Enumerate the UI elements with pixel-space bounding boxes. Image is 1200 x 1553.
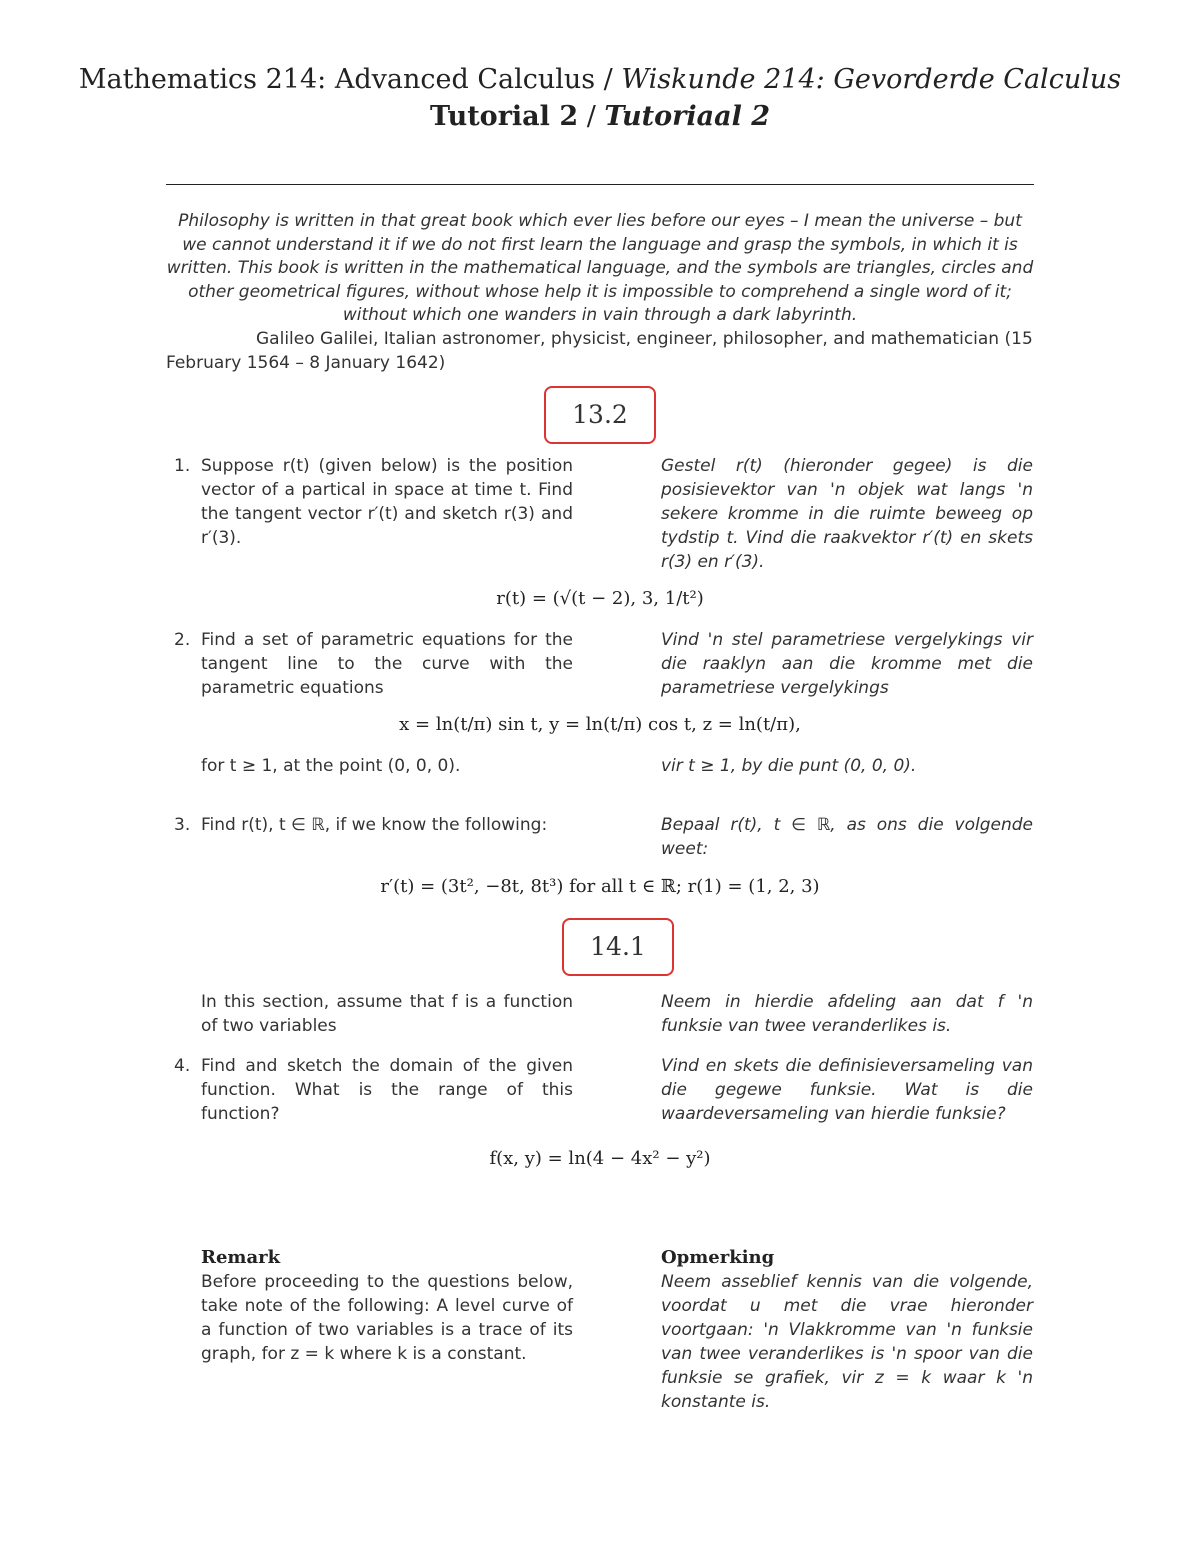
question-3-english: Find r(t), t ∈ ℝ, if we know the following: xyxy=(201,815,548,835)
section-intro-english: In this section, assume that f is a function of two variables xyxy=(201,992,573,1036)
header-divider xyxy=(166,184,1034,185)
question-3-equation: r′(t) = (3t², −8t, 8t³) for all t ∈ ℝ; r(1) = (1, 2, 3) xyxy=(380,876,820,897)
question-4-number: 4. xyxy=(174,1056,191,1076)
galileo-quote: Philosophy is written in that great book which ever lies before our eyes – I mean the universe – but we cannot understand it if we do not first learn the language and grasp the symbols, in which it is written. This book is written in the mathematical language, and the symbols are triangles, circles and other geometrical figures, without whose help it is impossible to comprehend a single word of it; without which one wanders in vain through a dark labyrinth. xyxy=(166,211,1034,325)
remark-text: Before proceeding to the questions below, take note of the following: A level curve of a function of two variables is a trace of its graph, for z = k where k is a constant. xyxy=(201,1272,573,1364)
quote-attribution: Galileo Galilei, Italian astronomer, physicist, engineer, philosopher, and mathematician (15 February 1564 – 8 January 1642) xyxy=(166,329,1033,373)
question-2-condition-afrikaans: vir t ≥ 1, by die punt (0, 0, 0). xyxy=(661,756,917,776)
question-3-afrikaans: Bepaal r(t), t ∈ ℝ, as ons die volgende weet: xyxy=(661,815,1033,859)
question-1-equation: r(t) = (√(t − 2), 3, 1/t²) xyxy=(496,588,704,609)
tutorial-title-english: Tutorial 2 xyxy=(429,101,579,132)
question-2-english: Find a set of parametric equations for the tangent line to the curve with the parametric equations xyxy=(201,630,573,698)
course-title-english: Mathematics 214: Advanced Calculus / xyxy=(78,64,622,95)
opmerking-title: Opmerking xyxy=(661,1247,775,1268)
remark-afrikaans xyxy=(661,1246,1033,1414)
remark-english xyxy=(201,1246,573,1366)
course-title xyxy=(0,64,1200,95)
question-1-english: Suppose r(t) (given below) is the position vector of a partical in space at time t. Find the tangent vector r′(t) and sketch r(3) and r′(3). xyxy=(201,456,573,548)
opmerking-text: Neem asseblief kennis van die volgende, voordat u met die vrae hieronder voortgaan: 'n Vlakkromme van 'n funksie van twee veranderlikes is 'n spoor van die funksie se grafiek, vir z = k waar k 'n konstante is. xyxy=(661,1272,1033,1412)
section-box-13-2: 13.2 xyxy=(544,386,656,444)
question-2-afrikaans: Vind 'n stel parametriese vergelykings vir die raaklyn aan die kromme met die parametriese vergelykings xyxy=(661,630,1033,698)
question-2-number: 2. xyxy=(174,630,191,650)
tutorial-title-afrikaans: Tutoriaal 2 xyxy=(604,101,771,132)
question-4-afrikaans: Vind en skets die definisieversameling van die gegewe funksie. Wat is die waardeversameling van hierdie funksie? xyxy=(661,1056,1033,1124)
remark-title: Remark xyxy=(201,1247,281,1268)
course-title-afrikaans: Wiskunde 214: Gevorderde Calculus xyxy=(621,64,1122,95)
question-4-equation: f(x, y) = ln(4 − 4x² − y²) xyxy=(489,1148,711,1169)
question-2-equation: x = ln(t/π) sin t, y = ln(t/π) cos t, z = ln(t/π), xyxy=(399,714,801,735)
question-2-condition-english: for t ≥ 1, at the point (0, 0, 0). xyxy=(201,756,461,776)
question-4-english: Find and sketch the domain of the given function. What is the range of this function? xyxy=(201,1056,573,1124)
tutorial-title-separator: / xyxy=(578,101,605,132)
tutorial-title xyxy=(0,101,1200,132)
question-3-number: 3. xyxy=(174,815,191,835)
question-1-number: 1. xyxy=(174,456,191,476)
section-box-14-1: 14.1 xyxy=(562,918,674,976)
question-1-afrikaans: Gestel r(t) (hieronder gegee) is die posisievektor van 'n objek wat langs 'n sekere kromme in die ruimte beweeg op tydstip t. Vind die raakvektor r′(t) en skets r(3) en r′(3). xyxy=(661,456,1033,572)
section-intro-afrikaans: Neem in hierdie afdeling aan dat f 'n funksie van twee veranderlikes is. xyxy=(661,992,1033,1036)
